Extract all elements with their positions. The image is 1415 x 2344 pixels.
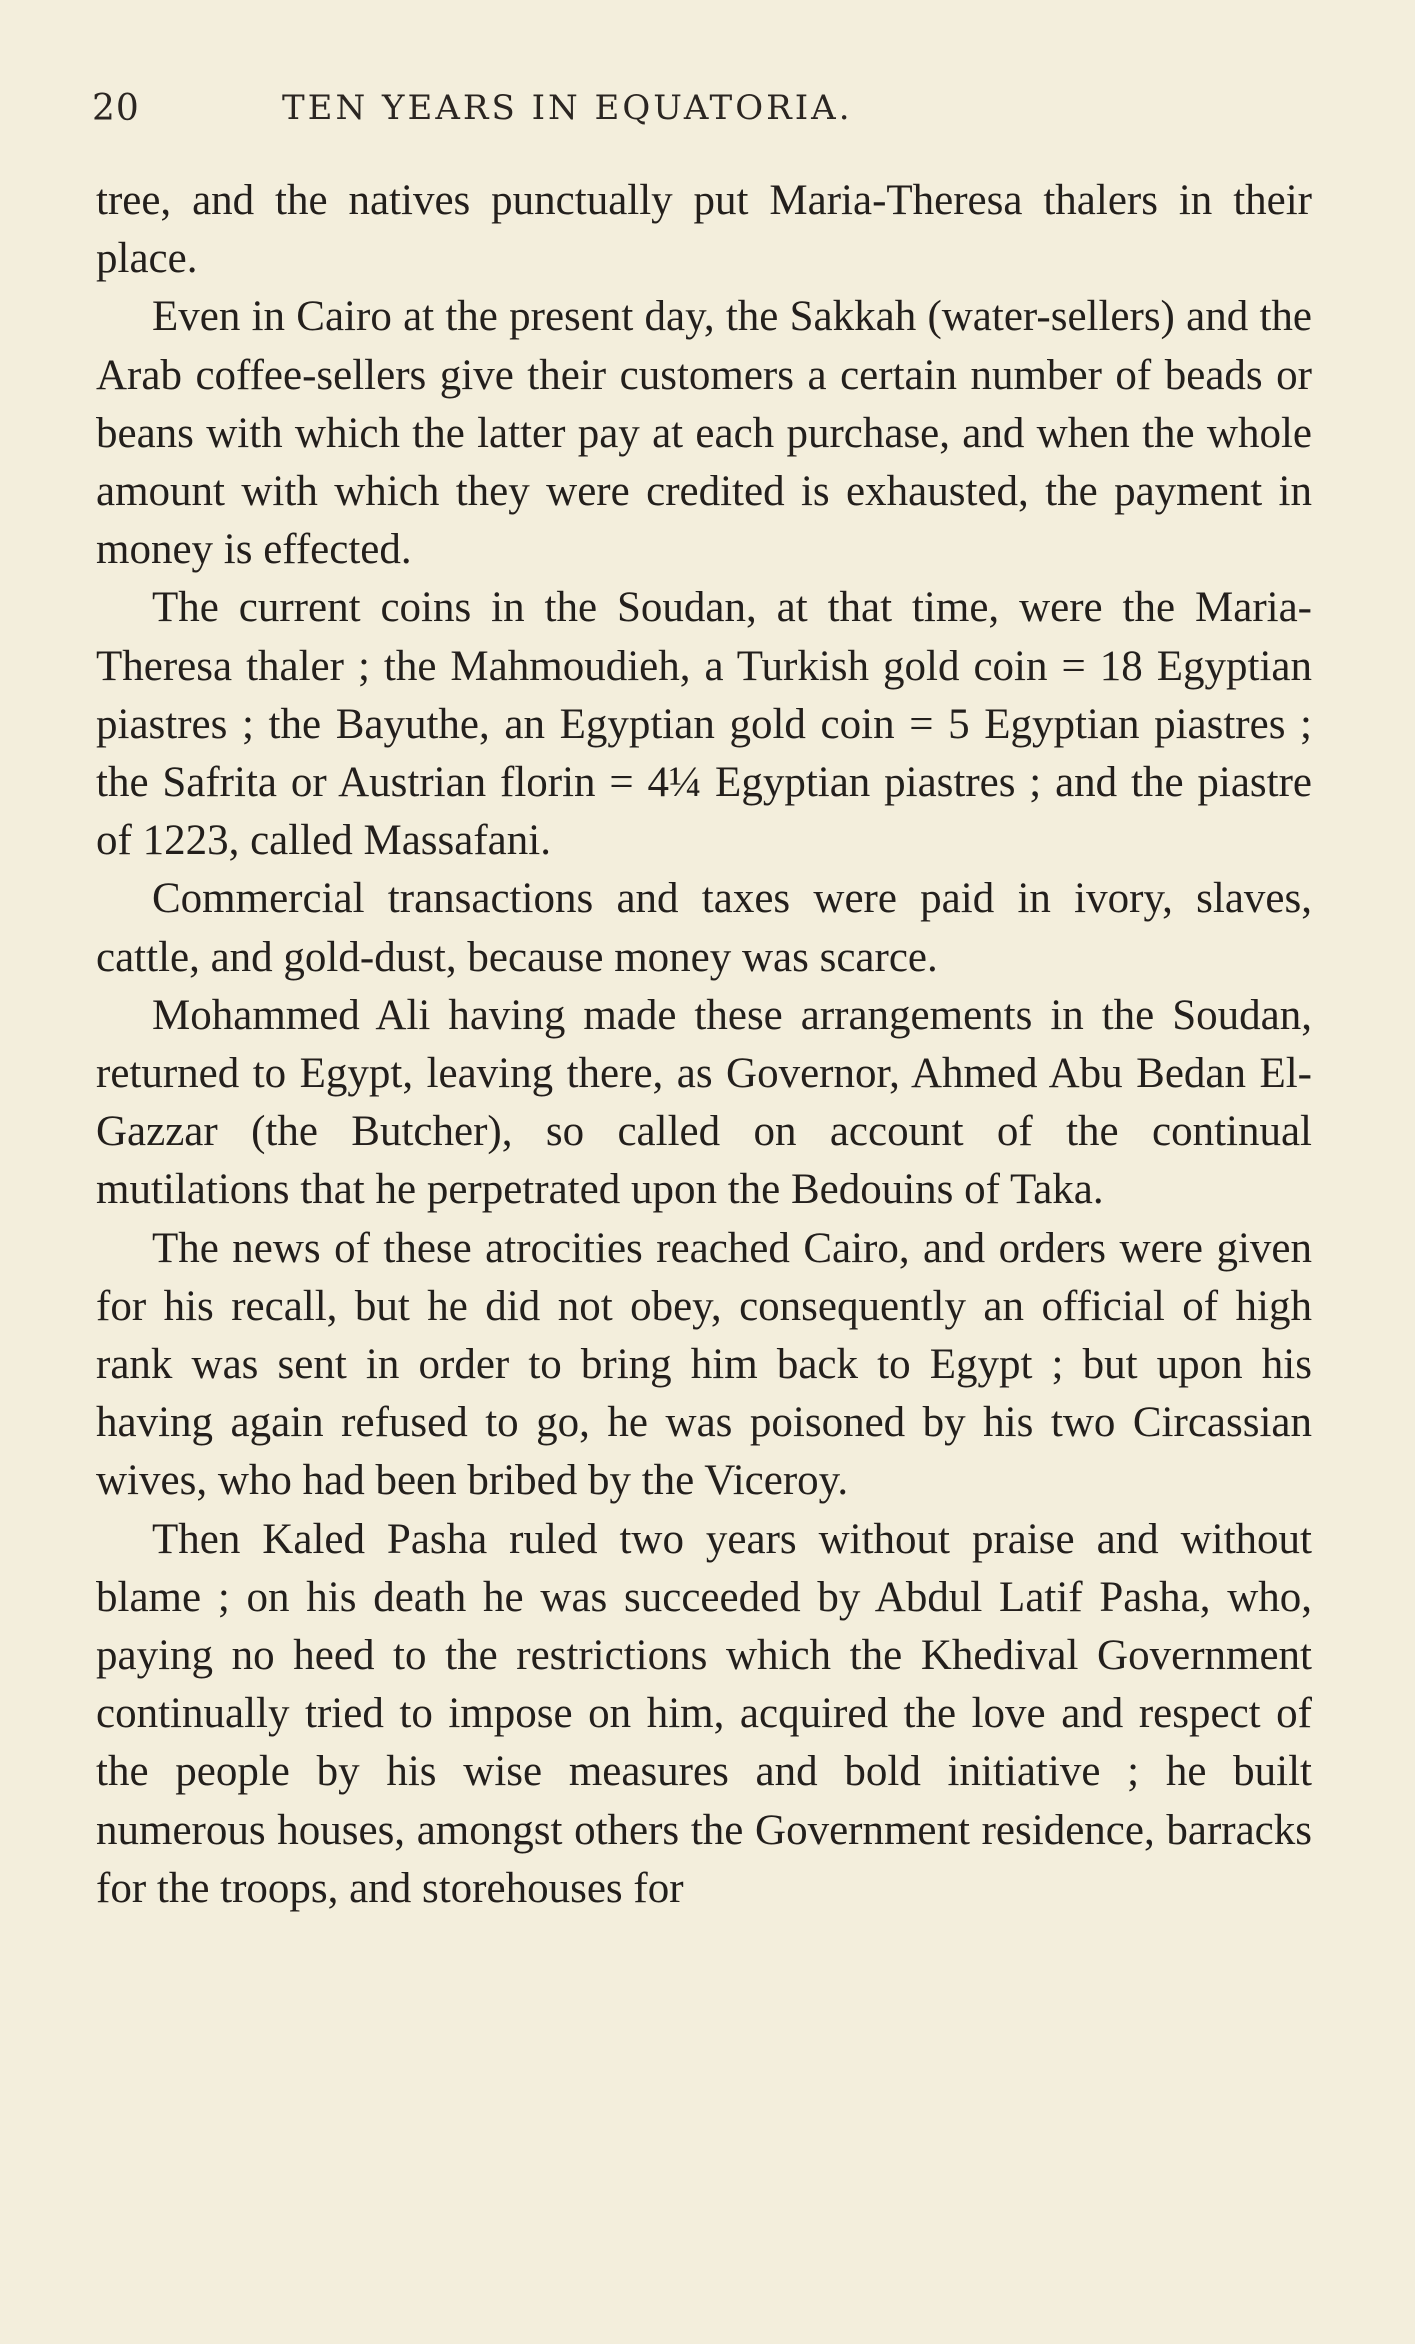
- page-number: 20: [92, 88, 140, 129]
- paragraph-current-coins: The current coins in the Soudan, at that time, were the Maria-Theresa thaler ; the Mahmoudieh, a Turkish gold coin = 18 Egyptian piastres ; the Bayuthe, an Egyptian gold coin = 5 Egyptian piastres ; the Safrita or Austrian florin = 4¼ Egyptian piastres ; and the piastre of 1223, called Massafani.: [96, 584, 1312, 865]
- paragraph-beads-and-beans: Even in Cairo at the present day, the Sakkah (water-sellers) and the Arab coffee-sellers give their customers a certain number of beads or beans with which the latter pay at each purchase, and when the whole amount with which they were credited is exhausted, the payment in money is effected.: [96, 293, 1312, 574]
- paragraph-continued: tree, and the natives punctually put Maria-Theresa thalers in their place.: [96, 177, 1312, 283]
- body-text: [96, 172, 1312, 1918]
- paragraph-kaled-pasha: Then Kaled Pasha ruled two years without praise and without blame ; on his death he was succeeded by Abdul Latif Pasha, who, paying no heed to the restrictions which the Khedival Government continually tried to impose on him, acquired the love and respect of the people by his wise measures and bold initiative ; he built numerous houses, amongst others the Government residence, barracks for the troops, and storehouses for: [96, 1515, 1312, 1912]
- paragraph-atrocities: The news of these atrocities reached Cairo, and orders were given for his recall, but he did not obey, consequently an official of high rank was sent in order to bring him back to Egypt ; but upon his having again refused to go, he was poisoned by his two Circassian wives, who had been bribed by the Viceroy.: [96, 1224, 1312, 1505]
- running-title: TEN YEARS IN EQUATORIA.: [282, 88, 853, 128]
- paragraph-mohammed-ali: Mohammed Ali having made these arrangements in the Soudan, returned to Egypt, leaving there, as Governor, Ahmed Abu Bedan El-Gazzar (the Butcher), so called on account of the continual mutilations that he perpetrated upon the Bedouins of Taka.: [96, 991, 1312, 1214]
- running-head: [92, 88, 1314, 148]
- paragraph-commercial-transactions: Commercial transactions and taxes were paid in ivory, slaves, cattle, and gold-dust, because money was scarce.: [96, 875, 1312, 981]
